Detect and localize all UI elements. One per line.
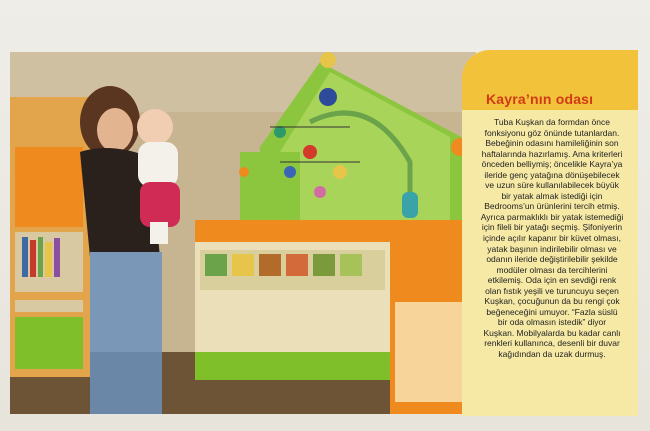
article-body xyxy=(469,117,635,360)
article-line: fonksiyonu göz önünde tutanlardan. xyxy=(484,127,620,138)
article-line: kağıdından da uzak durmuş. xyxy=(498,349,606,360)
article-line: haftalarında hazırlamış. Ama kriterleri xyxy=(481,148,623,159)
article-line: bir oda olmasın istedik” diyor xyxy=(497,317,607,328)
article-line: bir yatak almak istediği için xyxy=(501,190,603,201)
article-line: beğeneceğini umuyor. “Fazla süslü xyxy=(486,306,618,317)
article-line: etkilemiş. Oda için en sevdiği renk xyxy=(487,275,617,286)
article-line: önceden belliymiş; öncelikle Kayra’ya xyxy=(481,159,623,170)
article-line: ve uzun süre kullanılabilecek büyük xyxy=(485,180,619,191)
article-line: Bebeğinin odasını hamileliğinin son xyxy=(485,138,619,149)
nursery-illustration xyxy=(10,52,476,414)
article-title: Kayra’nın odası xyxy=(486,91,594,107)
article-line: ileride genç yatağına dönüşebilecek xyxy=(484,169,620,180)
article-line: modüler olması da tercihlerini xyxy=(496,264,608,275)
article-line: odanın ileride değiştirilebilir şekilde xyxy=(486,254,618,265)
article-line: Tuba Kuşkan da formdan önce xyxy=(494,117,610,127)
article-line: için fileli bir yatağı seçmiş. Şifoniyerin xyxy=(481,222,623,233)
article-line: yatak başının indirilebilir olması ve xyxy=(487,243,617,254)
article-line: olan fıstık yeşili ve turuncuyu seçen xyxy=(485,285,619,296)
article-line: Ayrıca parmaklıklı bir yatak istemediği xyxy=(480,211,624,222)
article-line: renkleri kullanınca, desenli bir duvar xyxy=(484,338,620,349)
article-line: içinde açılır kapanır bir küvet olması, xyxy=(483,233,621,244)
nursery-photo xyxy=(10,52,476,414)
article-line: Bedrooms’un ürünlerini tercih etmiş. xyxy=(484,201,620,212)
article-line: Kuşkan. Mobilyalarda bu kadar canlı xyxy=(483,327,621,338)
article-line: Kuşkan, çocuğunun da bu rengi çok xyxy=(484,296,620,307)
